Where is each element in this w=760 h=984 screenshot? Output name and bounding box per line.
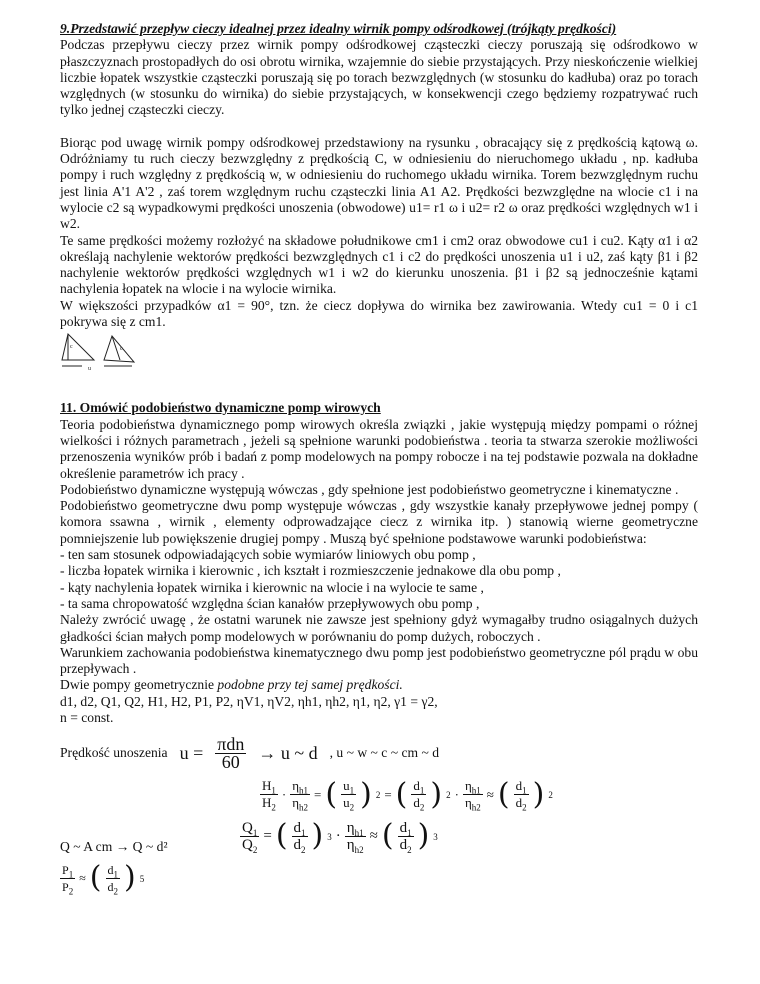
flow-proportionality: Q ~ A cm → Q ~ d² bbox=[60, 839, 168, 855]
svg-text:c: c bbox=[70, 344, 73, 351]
velocity-triangles-figure bbox=[60, 332, 140, 374]
section-9-title-text: 9.Przedstawić przepływ cieczy idealnej przez idealny wirnik pompy odśrodkowej (trójkąty prędkości) bbox=[60, 21, 617, 36]
section-9-paragraph-4: W większości przypadków α1 = 90°, tzn. że ciecz dopływa do wirnika bez zawirowania. Wtedy cu1 = 0 i c1 pokrywa się z cm1. bbox=[60, 297, 698, 330]
flow-similarity-equation: $\frac{Q_1}{Q_2}$ = ( $\frac{d_1}{d_2}$ ) 3 · $\frac{\eta_{h1}}{\eta_{h2}}$ ≈ ( $\frac{d_1}{d_2}$ ) 3 bbox=[242, 818, 438, 856]
section-11-paragraph-5: Warunkiem zachowania podobieństwa kinematycznego dwu pomp jest podobieństwo geometryczne pól prądu w obu przepływach . bbox=[60, 644, 698, 677]
power-similarity-equation: $\frac{P_1}{P_2}$ ≈ ( $\frac{d_1}{d_2}$ ) 5 bbox=[62, 860, 145, 897]
list-item: - ta sama chropowatość względna ścian kanałów przepływowych obu pomp , bbox=[60, 595, 480, 611]
pi-dn-over-60: $\frac{\text{πdn}}{60}$ bbox=[217, 734, 245, 772]
list-item: - liczba łopatek wirnika i kierownic , ich kształt i rozmieszczenie jednakowe dla obu pomp , bbox=[60, 563, 561, 579]
section-11-paragraph-3: Podobieństwo geometryczne dwu pomp występuje wówczas , gdy wszystkie kanały przepływowe jednej pompy ( komora ssawna , wirnik , elementy odprowadzające ciecz z wirnika itp. ) stanowią wierne geometryczne pomniejszenie lub powiększenie drugiej pompy . Muszą być spełnione podstawowe warunki podobieństwa: bbox=[60, 498, 698, 546]
section-11-paragraph-6: Dwie pompy geometrycznie podobne przy tej samej prędkości. bbox=[60, 677, 403, 693]
svg-text:c: c bbox=[120, 346, 123, 353]
n-const: n = const. bbox=[60, 709, 114, 725]
section-11-paragraph-4: Należy zwrócić uwagę , że ostatni warunek nie zawsze jest spełniony gdyż wymagałby trudno osiągalnych dużych gładkości ścian małych pomp modelowych w porównaniu do pomp dużych, roboczych . bbox=[60, 612, 698, 644]
section-9-paragraph-2: Biorąc pod uwagę wirnik pompy odśrodkowej przedstawiony na rysunku , obracający się z prędkością kątową ω. Odróżniamy tu ruch cieczy bezwzględny z prędkością C, w odniesieniu do nieruchomego układu , np. kadłuba pompy i ruch względny z prędkością w, w odniesieniu do ruchomego układu wirnika. Torem bezwzględnym ruchu jest linia A'1 A'2 , zaś torem względnym ruchu cząsteczki linia A1 A2. Prędkości bezwzględne na wlocie c1 i na wylocie c2 są wypadkowymi prędkości unoszenia (obwodowe) u1= r1 ω i u2= r2 ω oraz prędkości względnych w1 i w2. bbox=[60, 134, 698, 232]
list-item: - ten sam stosunek odpowiadających sobie wymiarów liniowych obu pomp , bbox=[60, 547, 476, 563]
peripheral-speed-equation: Prędkość unoszenia u = $\frac{\text{πdn}}{60}$ → u ~ d , u ~ w ~ c ~ cm ~ d bbox=[60, 734, 440, 772]
head-similarity-equation: $\frac{H_1}{H_2}$ · $\frac{\eta_{h1}}{\eta_{h2}}$ = ( $\frac{u_1}{u_2}$ ) 2 = ( $\frac{d_1}{d_2}$ ) 2 · $\frac{\eta_{h1}}{\eta_{h2}}$ ≈ ( $\frac{d_1}{d_2}$ ) 2 bbox=[262, 776, 553, 813]
section-9-paragraph-1: Podczas przepływu cieczy przez wirnik pompy odśrodkowej cząsteczki cieczy poruszają się odśrodkowo w płaszczyznach prostopadłych do osi obrotu wirnika, wzajemnie do siebie przystających. Przy nieskończenie wielkiej liczbie łopatek wszystkie cząsteczki poruszają się po torach bezwzględnych (w stosunku do kadłuba) oraz po torach względnych (w stosunku do wirnika) do siebie przystających, w konsekwencji czego będziemy rozpatrywać ruch tylko jednej cząsteczki cieczy. bbox=[60, 37, 698, 118]
section-9-paragraph-3: Te same prędkości możemy rozłożyć na składowe południkowe cm1 i cm2 oraz obwodowe cu1 i cu2. Kąty α1 i α2 określają nachylenie wektorów prędkości bezwzględnych c1 i c2 do prędkości unoszenia u1 i u2, zaś kąty β1 i β2 nachylenie wektorów prędkości względnych w1 i w2 do kierunku unoszenia. β1 i β2 są jednocześnie kątami nachylenia łopatek na wlocie i na wylocie wirnika. bbox=[60, 232, 698, 297]
svg-text:u: u bbox=[88, 366, 91, 373]
document-page bbox=[60, 0, 698, 895]
section-11-title: 11. Omówić podobieństwo dynamiczne pomp wirowych bbox=[60, 400, 381, 416]
peripheral-speed-label: Prędkość unoszenia bbox=[60, 744, 168, 760]
parameter-list: d1, d2, Q1, Q2, H1, H2, P1, P2, ηV1, ηV2, ηh1, ηh2, η1, η2, γ1 = γ2, bbox=[60, 693, 438, 709]
section-11-paragraph-1: Teoria podobieństwa dynamicznego pomp wirowych określa związki , jakie występują między pompami o różnej wielkości i różnych parametrach , jeżeli są spełnione warunki podobieństwa . teoria ta stwarza szerokie możliwości przenoszenia wyników prób i badań z pomp modelowych na pompy robocze i na tej podstawie pozwala na dokładne określenie parametrów ich pracy . bbox=[60, 416, 698, 481]
condition-list bbox=[60, 547, 698, 612]
section-11-paragraph-2: Podobieństwo dynamiczne występują wówczas , gdy spełnione jest podobieństwo geometryczne i kinematyczne . bbox=[60, 481, 679, 497]
section-9-title bbox=[60, 21, 698, 37]
list-item: - kąty nachylenia łopatek wirnika i kierownic na wlocie i na wylocie te same , bbox=[60, 579, 484, 595]
